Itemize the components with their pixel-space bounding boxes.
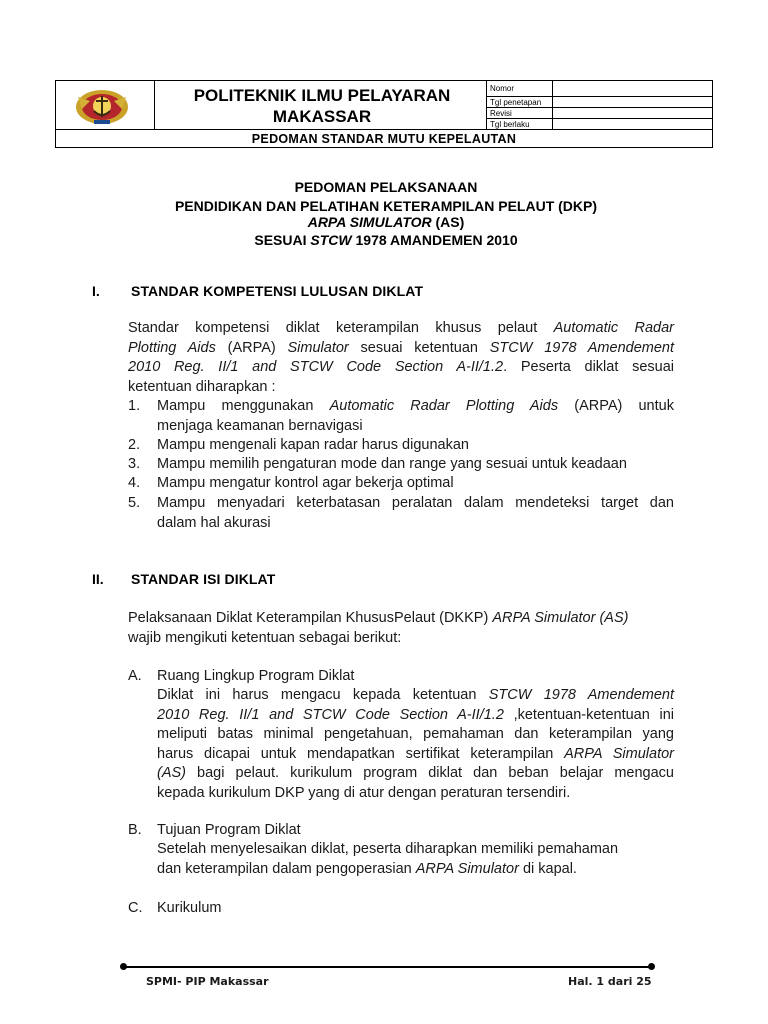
text-run-italic: 2010 Reg. II/1 and STCW Code Section A-II/1.2	[157, 706, 504, 723]
header-subtitle: PEDOMAN STANDAR MUTU KEPELAUTAN	[251, 132, 517, 146]
list-item-number: 4.	[128, 475, 141, 491]
paragraph-line: Setelah menyelesaikan diklat, peserta diharapkan memiliki pemahaman	[157, 841, 619, 857]
text-run-italic: 2010 Reg. II/1 and STCW Code Section A-II/1.2	[128, 359, 504, 375]
subsection-title: Kurikulum	[157, 900, 222, 916]
list-item: Mampu mengatur kontrol agar bekerja optimal	[157, 475, 454, 491]
subsection-title: Ruang Lingkup Program Diklat	[157, 668, 355, 684]
footer-org: SPMI- PIP Makassar	[146, 975, 269, 988]
list-item	[157, 397, 674, 436]
subsection-title: Tujuan Program Diklat	[157, 822, 301, 838]
text-run-italic: Automatic Radar	[553, 320, 675, 336]
paragraph-line	[128, 609, 674, 629]
paragraph-line	[157, 764, 674, 784]
footer-rule	[123, 966, 651, 968]
header-divider	[154, 81, 155, 129]
paragraph-line	[128, 358, 674, 378]
text-run-italic: ARPA Simulator	[564, 745, 674, 762]
paragraph-line: meliputi batas minimal pengetahuan, pemahaman dan keterampilan yang	[157, 726, 674, 742]
list-item: Mampu memilih pengaturan mode dan range yang sesuai untuk keadaan	[157, 456, 627, 472]
text-run: Pelaksanaan Diklat Keterampilan KhususPelaut (DKKP)	[128, 610, 493, 626]
header-divider	[552, 81, 553, 129]
doc-title-text: SESUAI	[254, 232, 311, 248]
section-number: I.	[92, 283, 100, 299]
text-run: dan keterampilan dalam pengoperasian	[157, 860, 416, 877]
text-run: (ARPA)	[215, 339, 288, 356]
paragraph-line	[128, 319, 674, 339]
doc-title-rest: (AS)	[431, 214, 465, 230]
doc-title-italic: ARPA SIMULATOR	[307, 214, 432, 230]
institution-name-line1: POLITEKNIK ILMU PELAYARAN	[193, 86, 451, 105]
subsection-body	[157, 686, 674, 803]
list-item-number: 5.	[128, 495, 141, 511]
doc-title-line1: PEDOMAN PELAKSANAAN	[294, 179, 478, 195]
document-header-table	[55, 80, 713, 148]
paragraph-line: ketentuan diharapkan :	[128, 378, 276, 395]
text-run-italic: Plotting Aids	[128, 339, 216, 356]
doc-title-text: 1978 AMANDEMEN 2010	[351, 232, 518, 248]
text-run-italic: (AS)	[157, 765, 186, 781]
text-run-italic: Simulator	[287, 339, 349, 356]
paragraph-line	[157, 745, 674, 765]
paragraph-line	[157, 686, 674, 706]
paragraph-line: dalam hal akurasi	[157, 514, 271, 531]
subsection-letter: A.	[128, 668, 142, 684]
text-run: Standar kompetensi diklat keterampilan khusus pelaut	[128, 320, 554, 336]
list-item: Mampu mengenali kapan radar harus digunakan	[157, 437, 469, 453]
paragraph-line	[157, 397, 674, 417]
text-run: . Peserta diklat sesuai	[503, 359, 674, 375]
doc-title-line2: PENDIDIKAN DAN PELATIHAN KETERAMPILAN PELAUT (DKP)	[174, 198, 598, 214]
doc-title-italic: STCW	[310, 232, 352, 248]
text-run: bagi pelaut. kurikulum program diklat dan beban belajar mengacu	[186, 765, 674, 781]
list-item-number: 1.	[128, 398, 141, 414]
text-run: sesuai ketentuan	[348, 339, 490, 356]
paragraph-line: kepada kurikulum DKP yang di atur dengan peraturan tersendiri.	[157, 784, 571, 801]
text-run: Mampu menggunakan	[157, 398, 330, 414]
doc-title-line3	[100, 213, 672, 232]
header-divider	[486, 118, 712, 119]
text-run-italic: STCW 1978 Amendement	[489, 339, 675, 356]
paragraph-line: Mampu menyadari keterbatasan peralatan dalam mendeteksi target dan	[157, 495, 674, 511]
text-run-italic: ARPA Simulator (AS)	[492, 610, 629, 626]
meta-label-tgl-penetapan: Tgl penetapan	[490, 98, 542, 107]
text-run-italic: Automatic Radar Plotting Aids	[329, 398, 559, 414]
list-item-number: 2.	[128, 437, 141, 453]
paragraph-line	[157, 860, 674, 880]
header-divider	[56, 129, 712, 130]
subsection-letter: B.	[128, 822, 142, 838]
text-run: di kapal.	[518, 860, 577, 877]
institution-emblem-icon	[72, 87, 132, 127]
institution-name	[159, 85, 485, 127]
meta-label-revisi: Revisi	[490, 109, 512, 118]
subsection-body	[157, 840, 674, 879]
list-item-number: 3.	[128, 456, 141, 472]
header-divider	[486, 96, 712, 97]
doc-title-line4	[100, 231, 672, 250]
section1-intro-paragraph	[128, 319, 674, 397]
paragraph-line	[128, 339, 674, 359]
section-heading: STANDAR ISI DIKLAT	[131, 571, 276, 587]
paragraph-line: menjaga keamanan bernavigasi	[157, 417, 363, 434]
section-number: II.	[92, 571, 104, 587]
paragraph-line	[157, 706, 674, 726]
paragraph-line: wajib mengikuti ketentuan sebagai berikut:	[128, 629, 402, 646]
text-run-italic: ARPA Simulator	[415, 860, 519, 877]
header-divider	[486, 81, 487, 129]
institution-name-line2: MAKASSAR	[272, 107, 372, 126]
header-divider	[486, 107, 712, 108]
subsection-letter: C.	[128, 900, 143, 916]
section-heading: STANDAR KOMPETENSI LULUSAN DIKLAT	[131, 283, 424, 299]
text-run: Diklat ini harus mengacu kepada ketentuan	[157, 687, 489, 703]
page-number: Hal. 1 dari 25	[568, 975, 652, 988]
footer-rule-endpoint	[648, 963, 655, 970]
list-item	[157, 494, 674, 533]
meta-label-tgl-berlaku: Tgl berlaku	[490, 120, 530, 129]
text-run-italic: STCW 1978 Amendement	[488, 687, 674, 703]
footer-rule-endpoint	[120, 963, 127, 970]
text-run: harus dicapai untuk mendapatkan sertifikat keterampilan	[157, 745, 565, 762]
meta-label-nomor: Nomor	[490, 84, 515, 93]
text-run: ,ketentuan-ketentuan ini	[503, 706, 674, 723]
section2-intro-paragraph	[128, 609, 674, 648]
text-run: (ARPA) untuk	[558, 398, 674, 414]
